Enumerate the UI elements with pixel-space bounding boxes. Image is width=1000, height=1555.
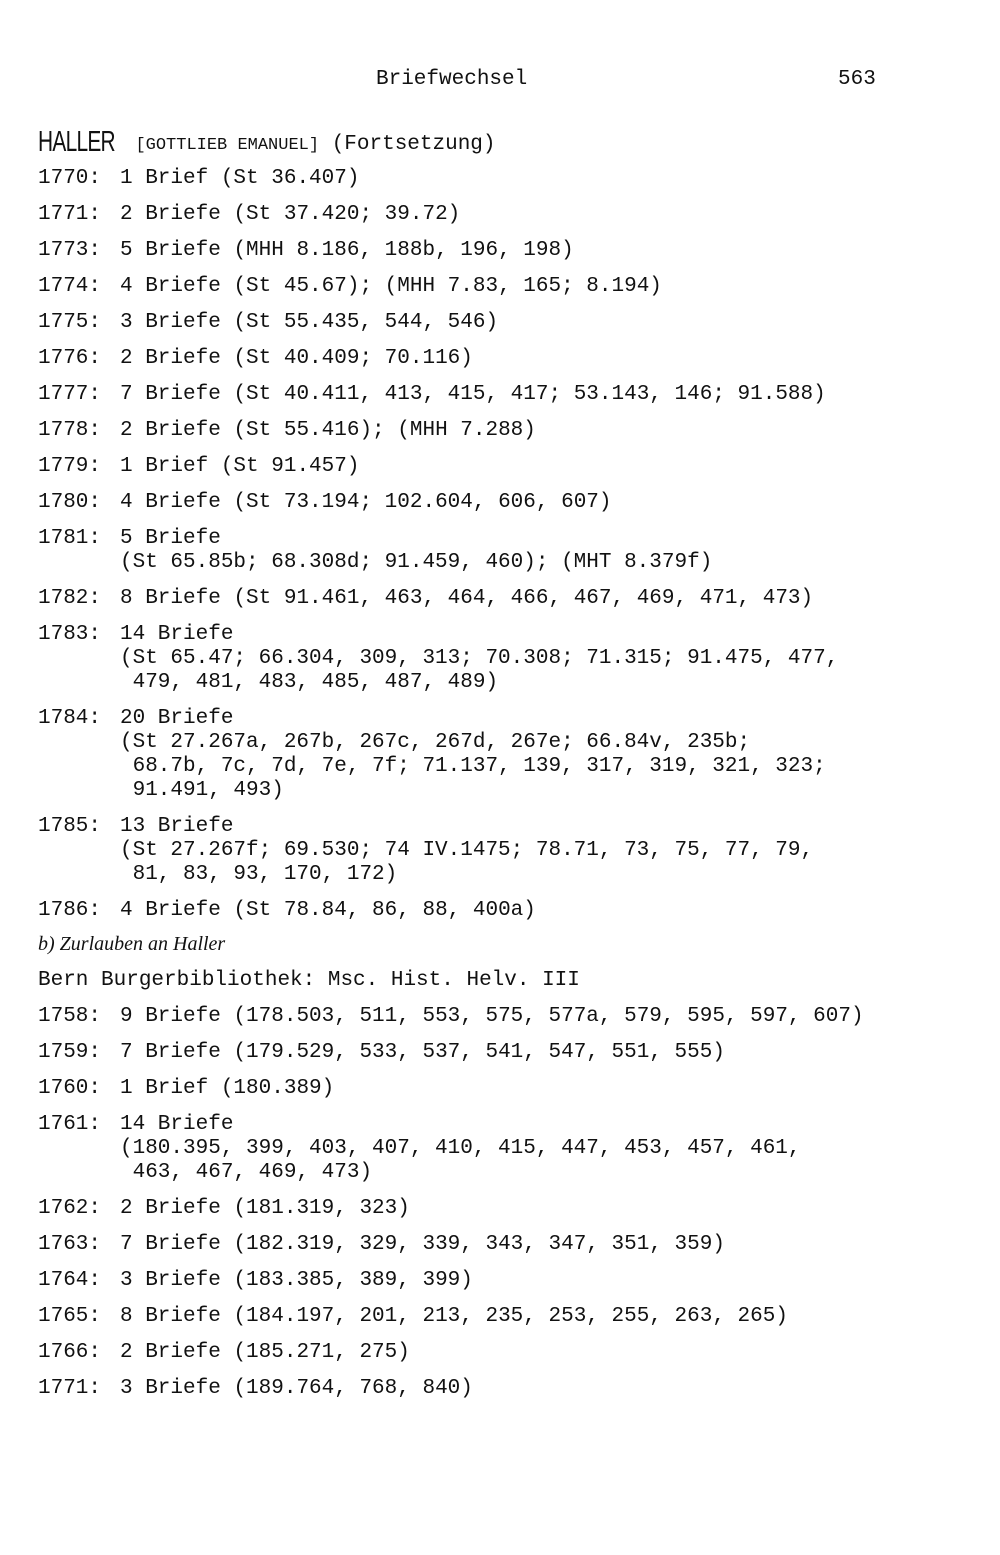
letter-entry bbox=[38, 623, 978, 695]
letter-entry bbox=[38, 167, 978, 191]
letter-entry bbox=[38, 1305, 978, 1329]
archive-references: (St 40.409; 70.116) bbox=[233, 347, 473, 370]
entry-year: 1776: bbox=[38, 347, 102, 370]
letter-entry bbox=[38, 1113, 978, 1185]
archive-references: (St 55.416); (MHH 7.288) bbox=[233, 419, 536, 442]
entry-content bbox=[120, 1377, 978, 1401]
archive-references: (MHH 8.186, 188b, 196, 198) bbox=[233, 239, 574, 262]
letter-entry bbox=[38, 815, 978, 887]
archive-references: (St 78.84, 86, 88, 400a) bbox=[233, 899, 536, 922]
archive-references: (179.529, 533, 537, 541, 547, 551, 555) bbox=[233, 1041, 725, 1064]
letter-entry bbox=[38, 1041, 978, 1065]
letter-count: 2 Briefe bbox=[120, 203, 221, 226]
archive-references: (St 27.267f; 69.530; 74 IV.1475; 78.71, 73, 75, 77, 79, bbox=[120, 839, 814, 862]
entry-content bbox=[120, 383, 978, 407]
letter-count: 3 Briefe bbox=[120, 1377, 221, 1400]
archive-references: (182.319, 329, 339, 343, 347, 351, 359) bbox=[233, 1233, 725, 1256]
entry-content bbox=[120, 815, 978, 887]
letter-entry bbox=[38, 491, 978, 515]
letter-count: 7 Briefe bbox=[120, 383, 221, 406]
entry-year: 1762: bbox=[38, 1197, 102, 1220]
entry-year: 1764: bbox=[38, 1269, 102, 1292]
entry-year: 1759: bbox=[38, 1041, 102, 1064]
entry-year: 1777: bbox=[38, 383, 102, 406]
entry-year: 1760: bbox=[38, 1077, 102, 1100]
archive-references: 463, 467, 469, 473) bbox=[120, 1161, 373, 1184]
letter-count: 3 Briefe bbox=[120, 311, 221, 334]
letter-count: 5 Briefe bbox=[120, 527, 221, 550]
entry-year: 1786: bbox=[38, 899, 102, 922]
entry-year: 1771: bbox=[38, 1377, 102, 1400]
letter-entry bbox=[38, 527, 978, 575]
entry-content bbox=[120, 1005, 978, 1029]
entry-content bbox=[120, 239, 978, 263]
letter-entry bbox=[38, 707, 978, 803]
entry-content bbox=[120, 1113, 978, 1185]
entry-year: 1770: bbox=[38, 167, 102, 190]
letter-entry bbox=[38, 275, 978, 299]
archive-references: (St 55.435, 544, 546) bbox=[233, 311, 499, 334]
zurlauben-letters-list bbox=[38, 1005, 978, 1413]
letter-count: 7 Briefe bbox=[120, 1041, 221, 1064]
entry-year: 1784: bbox=[38, 707, 102, 730]
letter-entry bbox=[38, 1197, 978, 1221]
entry-year: 1771: bbox=[38, 203, 102, 226]
entry-content bbox=[120, 1269, 978, 1293]
archive-references: (St 91.457) bbox=[220, 455, 360, 478]
letter-entry bbox=[38, 203, 978, 227]
letter-entry bbox=[38, 383, 978, 407]
letter-entry bbox=[38, 311, 978, 335]
letter-count: 5 Briefe bbox=[120, 239, 221, 262]
entry-content bbox=[120, 203, 978, 227]
entry-content bbox=[120, 623, 978, 695]
archive-references: (183.385, 389, 399) bbox=[233, 1269, 473, 1292]
section-heading bbox=[38, 126, 968, 159]
letter-entry bbox=[38, 455, 978, 479]
letter-count: 2 Briefe bbox=[120, 347, 221, 370]
entry-content bbox=[120, 275, 978, 299]
entry-content bbox=[120, 527, 978, 575]
entry-year: 1773: bbox=[38, 239, 102, 262]
entry-content bbox=[120, 347, 978, 371]
correspondent-name: HALLER bbox=[38, 126, 115, 158]
entry-year: 1766: bbox=[38, 1341, 102, 1364]
archive-references: (184.197, 201, 213, 235, 253, 255, 263, 265) bbox=[233, 1305, 788, 1328]
archive-references: (St 65.47; 66.304, 309, 313; 70.308; 71.315; 91.475, 477, bbox=[120, 647, 839, 670]
archive-references: (St 36.407) bbox=[220, 167, 360, 190]
archive-references: (St 73.194; 102.604, 606, 607) bbox=[233, 491, 612, 514]
archive-references: (178.503, 511, 553, 575, 577a, 579, 595, 597, 607) bbox=[233, 1005, 864, 1028]
letter-count: 7 Briefe bbox=[120, 1233, 221, 1256]
entry-year: 1761: bbox=[38, 1113, 102, 1136]
entry-year: 1778: bbox=[38, 419, 102, 442]
entry-content bbox=[120, 455, 978, 479]
entry-content bbox=[120, 1233, 978, 1257]
letter-count: 1 Brief bbox=[120, 455, 209, 478]
entry-year: 1785: bbox=[38, 815, 102, 838]
archive-references: 91.491, 493) bbox=[120, 779, 284, 802]
letter-count: 9 Briefe bbox=[120, 1005, 221, 1028]
entry-year: 1783: bbox=[38, 623, 102, 646]
entry-content bbox=[120, 311, 978, 335]
archive-references: (St 45.67); (MHH 7.83, 165; 8.194) bbox=[233, 275, 662, 298]
entry-year: 1758: bbox=[38, 1005, 102, 1028]
letter-entry bbox=[38, 419, 978, 443]
archive-references: 81, 83, 93, 170, 172) bbox=[120, 863, 398, 886]
archive-references: (St 65.85b; 68.308d; 91.459, 460); (MHT 8.379f) bbox=[120, 551, 713, 574]
archive-references: (St 91.461, 463, 464, 466, 467, 469, 471, 473) bbox=[233, 587, 814, 610]
archive-references: (St 40.411, 413, 415, 417; 53.143, 146; 91.588) bbox=[233, 383, 826, 406]
letter-entry bbox=[38, 1077, 978, 1101]
letter-entry bbox=[38, 1233, 978, 1257]
entry-content bbox=[120, 1197, 978, 1221]
correspondent-given-names: [GOTTLIEB EMANUEL] bbox=[135, 136, 320, 155]
archive-references: (St 27.267a, 267b, 267c, 267d, 267e; 66.84v, 235b; bbox=[120, 731, 751, 754]
archive-references: (St 37.420; 39.72) bbox=[233, 203, 461, 226]
library-reference: Bern Burgerbibliothek: Msc. Hist. Helv. III bbox=[38, 969, 580, 992]
letter-entry bbox=[38, 239, 978, 263]
entry-year: 1779: bbox=[38, 455, 102, 478]
page-number: 563 bbox=[838, 68, 876, 91]
letter-entry bbox=[38, 1005, 978, 1029]
entry-content bbox=[120, 1341, 978, 1365]
continuation-note: (Fortsetzung) bbox=[331, 133, 496, 156]
letter-count: 1 Brief bbox=[120, 1077, 209, 1100]
archive-references: 479, 481, 483, 485, 487, 489) bbox=[120, 671, 499, 694]
archive-references: (189.764, 768, 840) bbox=[233, 1377, 473, 1400]
entry-year: 1775: bbox=[38, 311, 102, 334]
letter-count: 14 Briefe bbox=[120, 1113, 234, 1136]
running-title: Briefwechsel bbox=[376, 68, 528, 91]
letter-count: 4 Briefe bbox=[120, 899, 221, 922]
archive-references: (180.389) bbox=[220, 1077, 335, 1100]
entry-content bbox=[120, 707, 978, 803]
letter-count: 2 Briefe bbox=[120, 1341, 221, 1364]
archive-references: (181.319, 323) bbox=[233, 1197, 410, 1220]
archive-references: (185.271, 275) bbox=[233, 1341, 410, 1364]
letter-entry bbox=[38, 587, 978, 611]
entry-year: 1763: bbox=[38, 1233, 102, 1256]
letter-count: 20 Briefe bbox=[120, 707, 234, 730]
letter-entry bbox=[38, 1377, 978, 1401]
letter-count: 14 Briefe bbox=[120, 623, 234, 646]
entry-year: 1774: bbox=[38, 275, 102, 298]
entry-content bbox=[120, 419, 978, 443]
entry-year: 1780: bbox=[38, 491, 102, 514]
letter-count: 2 Briefe bbox=[120, 1197, 221, 1220]
letter-count: 8 Briefe bbox=[120, 587, 221, 610]
archive-references: 68.7b, 7c, 7d, 7e, 7f; 71.137, 139, 317, 319, 321, 323; bbox=[120, 755, 826, 778]
letter-entry bbox=[38, 899, 978, 923]
entry-content bbox=[120, 587, 978, 611]
entry-content bbox=[120, 1305, 978, 1329]
archive-references: (180.395, 399, 403, 407, 410, 415, 447, 453, 457, 461, bbox=[120, 1137, 801, 1160]
entry-year: 1782: bbox=[38, 587, 102, 610]
entry-content bbox=[120, 1041, 978, 1065]
letter-count: 8 Briefe bbox=[120, 1305, 221, 1328]
letter-count: 4 Briefe bbox=[120, 275, 221, 298]
letter-entry bbox=[38, 1341, 978, 1365]
entry-content bbox=[120, 899, 978, 923]
running-head bbox=[0, 68, 1000, 96]
letter-count: 2 Briefe bbox=[120, 419, 221, 442]
subsection-title: b) Zurlauben an Haller bbox=[38, 933, 226, 955]
entry-year: 1781: bbox=[38, 527, 102, 550]
haller-letters-list bbox=[38, 167, 978, 935]
letter-count: 3 Briefe bbox=[120, 1269, 221, 1292]
entry-year: 1765: bbox=[38, 1305, 102, 1328]
entry-content bbox=[120, 491, 978, 515]
letter-count: 13 Briefe bbox=[120, 815, 234, 838]
letter-entry bbox=[38, 347, 978, 371]
letter-count: 4 Briefe bbox=[120, 491, 221, 514]
entry-content bbox=[120, 167, 978, 191]
letter-entry bbox=[38, 1269, 978, 1293]
entry-content bbox=[120, 1077, 978, 1101]
letter-count: 1 Brief bbox=[120, 167, 209, 190]
